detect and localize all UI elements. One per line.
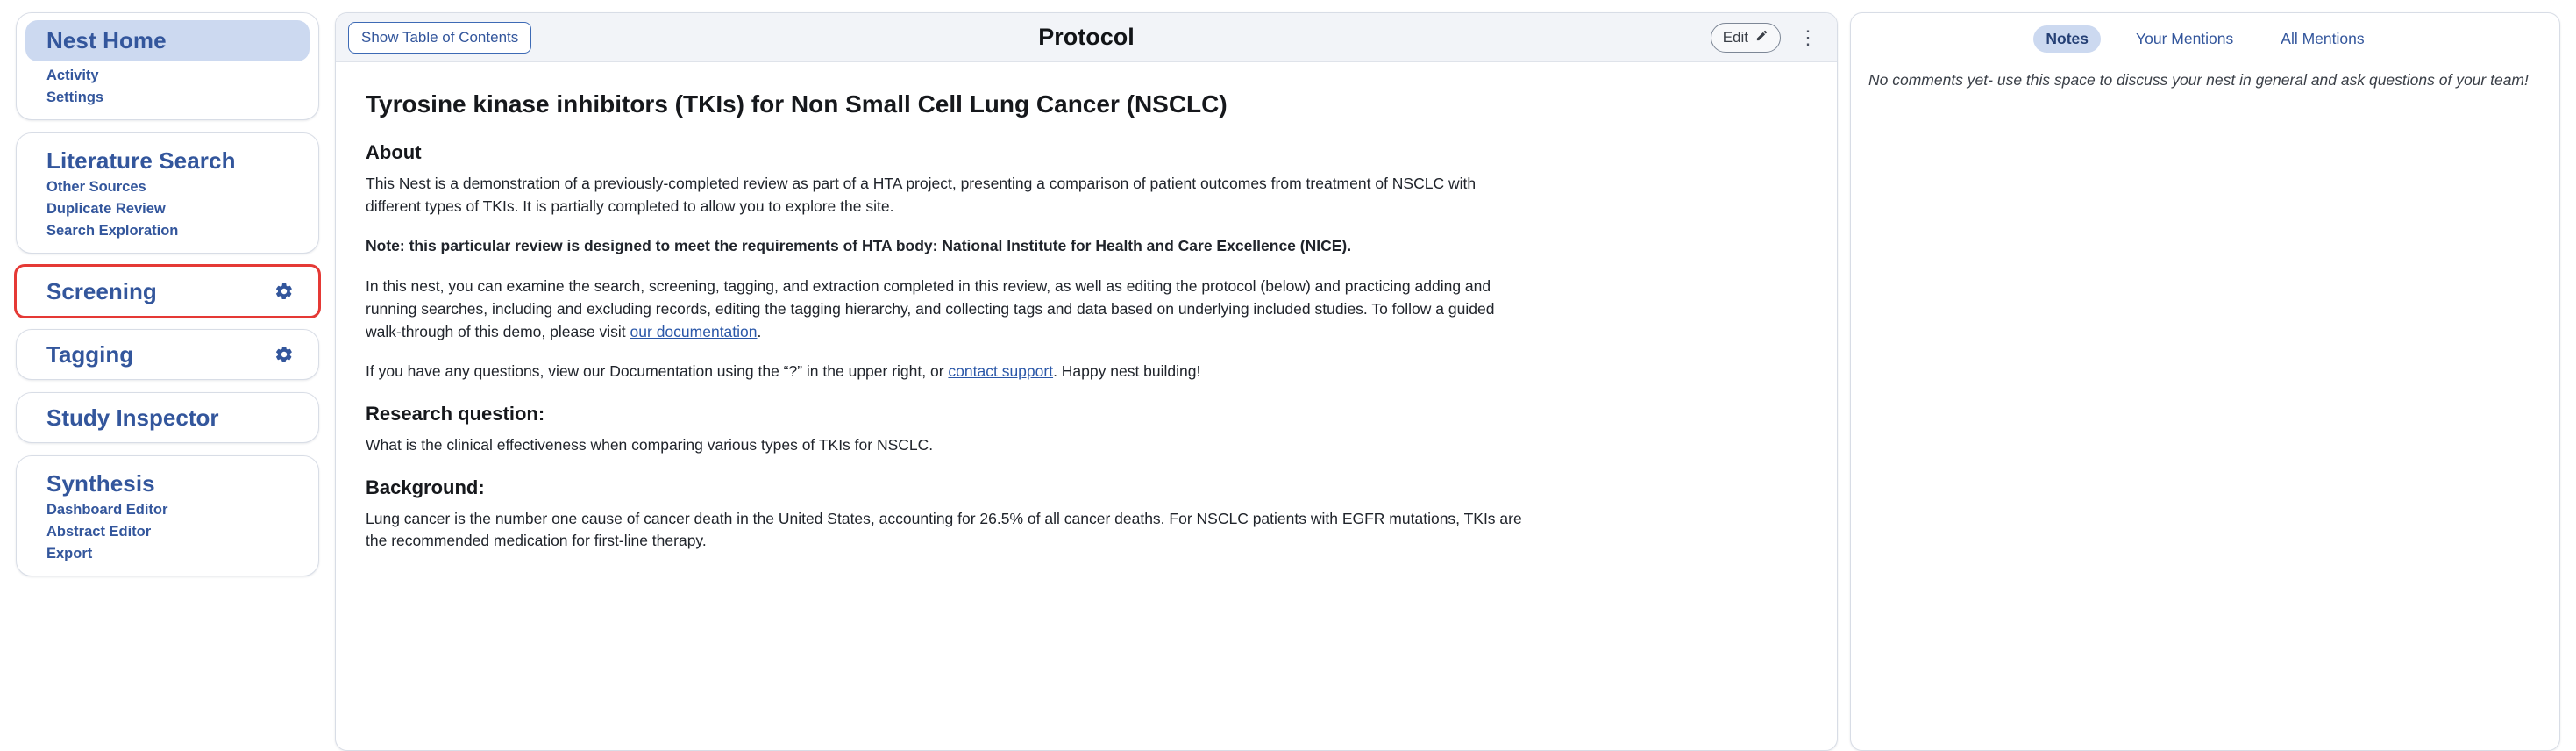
sidebar-item-other-sources[interactable]: Other Sources	[46, 179, 146, 195]
tab-notes[interactable]: Notes	[2033, 25, 2101, 53]
pencil-icon	[1755, 29, 1768, 46]
about-paragraph-3-text-a: If you have any questions, view our Documentation using the “?” in the upper right, or	[366, 362, 949, 381]
research-question-heading: Research question:	[366, 403, 545, 426]
about-paragraph-2-text-b: .	[757, 322, 762, 340]
about-heading: About	[366, 141, 422, 163]
sidebar-item-abstract-editor[interactable]: Abstract Editor	[46, 524, 152, 540]
documentation-link[interactable]: our documentation	[630, 322, 758, 340]
about-paragraph-2	[366, 275, 1532, 343]
protocol-panel	[335, 12, 1838, 751]
notes-empty-message: No comments yet- use this space to discuss your nest in general and ask questions of your team!	[1868, 71, 2529, 89]
protocol-toolbar-actions	[1711, 23, 1825, 53]
sidebar-item-settings[interactable]: Settings	[46, 89, 104, 105]
gear-icon[interactable]	[274, 345, 294, 364]
tab-your-mentions[interactable]: Your Mentions	[2136, 29, 2234, 47]
contact-support-link[interactable]: contact support	[948, 362, 1054, 381]
sidebar-item-synthesis[interactable]: Synthesis	[46, 470, 155, 497]
sidebar-item-search-exploration[interactable]: Search Exploration	[46, 223, 179, 239]
notes-body	[1851, 57, 2559, 91]
sidebar-item-duplicate-review[interactable]: Duplicate Review	[46, 201, 166, 217]
show-table-of-contents-button[interactable]: Show Table of Contents	[348, 22, 531, 54]
sidebar-item-study-inspector-label: Study Inspector	[46, 404, 219, 431]
sidebar-group-synthesis	[16, 455, 319, 576]
edit-button[interactable]	[1711, 23, 1781, 53]
research-question-paragraph: What is the clinical effectiveness when comparing various types of TKIs for NSCLC.	[366, 436, 934, 454]
about-paragraph-3-text-b: . Happy nest building!	[1053, 362, 1201, 381]
about-paragraph-1: This Nest is a demonstration of a previously-completed review as part of a HTA project, presenting a comparison of patient outcomes from treatment of NSCLC with different types of TKIs. It is partially completed to allow you to explore the site.	[366, 175, 1477, 215]
protocol-toolbar	[336, 13, 1837, 62]
sidebar-group-literature-search	[16, 132, 319, 254]
sidebar	[16, 12, 319, 751]
about-paragraph-3	[366, 361, 1532, 383]
sidebar-group-nest-home	[16, 12, 319, 120]
edit-button-label: Edit	[1722, 28, 1748, 46]
tab-all-mentions[interactable]: All Mentions	[2281, 29, 2365, 47]
notes-tabs	[1851, 13, 2559, 57]
notes-panel	[1850, 12, 2560, 751]
protocol-document	[336, 62, 1837, 579]
sidebar-item-dashboard-editor[interactable]: Dashboard Editor	[46, 502, 168, 518]
about-paragraph-2-text-a: In this nest, you can examine the search, screening, tagging, and extraction completed in this review, as well as editing the protocol (below) and practicing adding and running searches, including and excluding records, editing the tagging hierarchy, and collecting tags and data based on underlying included studies. To follow a guided walk-through of this demo, please visit	[366, 277, 1495, 340]
sidebar-item-study-inspector[interactable]	[16, 392, 319, 443]
page-title: Protocol	[1038, 24, 1135, 50]
sidebar-item-literature-search[interactable]: Literature Search	[46, 147, 236, 174]
more-options-icon[interactable]: ⋮	[1798, 25, 1818, 48]
background-heading: Background:	[366, 476, 485, 498]
background-paragraph: Lung cancer is the number one cause of cancer death in the United States, accounting for 26.5% of all cancer deaths. For NSCLC patients with EGFR mutations, TKIs are the recommended medication for first-line therapy.	[366, 509, 1522, 550]
protocol-heading: Tyrosine kinase inhibitors (TKIs) for Non Small Cell Lung Cancer (NSCLC)	[366, 90, 1228, 118]
sidebar-item-tagging[interactable]	[16, 329, 319, 380]
sidebar-item-tagging-label: Tagging	[46, 340, 134, 368]
gear-icon[interactable]	[274, 282, 294, 301]
sidebar-item-screening[interactable]	[16, 266, 319, 317]
sidebar-item-export[interactable]: Export	[46, 546, 93, 561]
sidebar-item-screening-label: Screening	[46, 277, 157, 304]
sidebar-item-nest-home[interactable]: Nest Home	[25, 20, 310, 61]
sidebar-item-activity[interactable]: Activity	[46, 68, 99, 83]
about-note: Note: this particular review is designed to meet the requirements of HTA body: National Institute for Health and Care Excellence (NICE).	[366, 237, 1352, 255]
